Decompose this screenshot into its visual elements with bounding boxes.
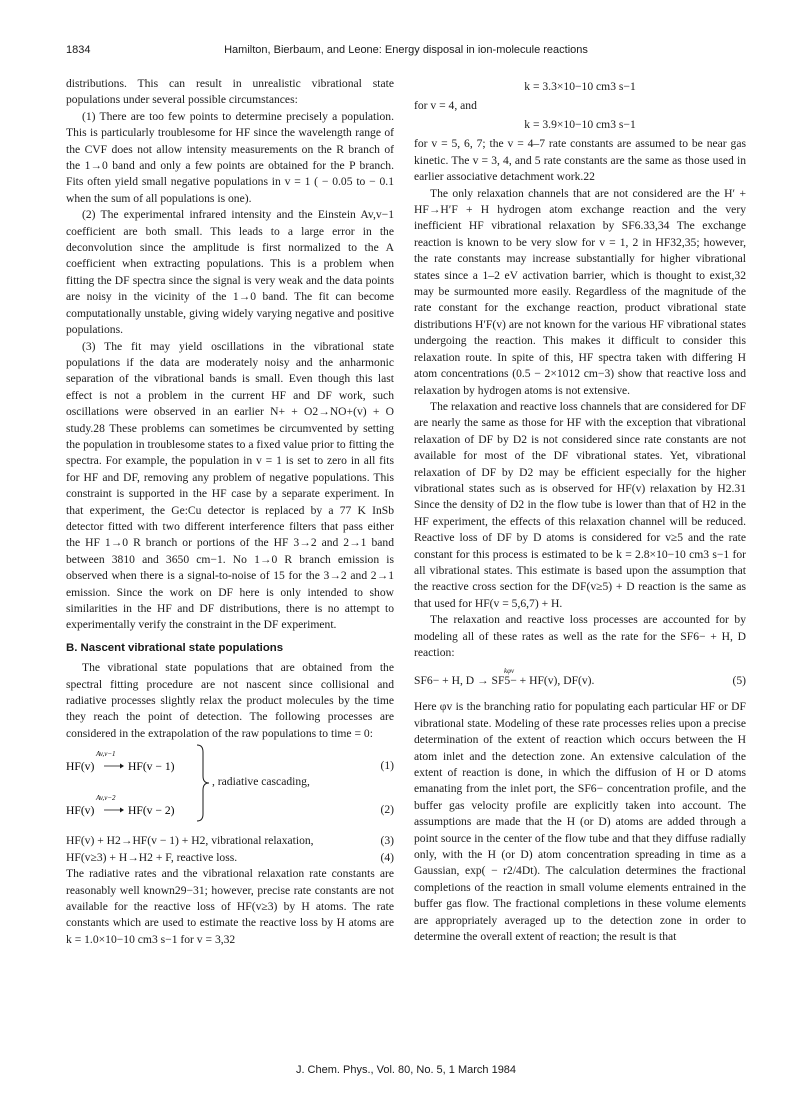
equation-1 <box>66 748 194 774</box>
paragraph: The relaxation and reactive loss channels that are considered for DF are nearly the same as those for HF with the exception that vibrational relaxation of DF by D2 is not considered since rate constants are not available for most of the DF vibrational states. Yet, vibrational relaxation of DF by D2 may be efficient especially for the higher vibrational states such as is observed for HF(v) relaxation by H2.31 Since the density of D2 in the flow tube is lower than that of H2 in the HF experiment, the effects of this relaxation channel will be reduced. Reactive loss of DF by D atoms is considered for v≥5 and the rate constant for this process is estimated to be k = 2.8×10−10 cm3 s−1 for all vibrational states. This estimate is based upon the assumption that the reactive cross section for the DF(v≥5) + D reaction is the same as that used for HF(v = 5,6,7) + H. <box>414 399 746 610</box>
cascade-label: , radiative cascading, <box>212 775 310 789</box>
equation-5 <box>414 663 746 693</box>
page-header <box>66 44 746 60</box>
page-number: 1834 <box>66 44 91 56</box>
paragraph: (1) There are too few points to determine precisely a population. This is particularly troublesome for HF since the wavelength range of the CVF does not allow intensity measurements on the R branch of the 1→0 band and only a few points are obtained for the P branch. Fits often yield small negative populations in v = 1 ( − 0.05 to − 0.1 when the sum of all populations is one). <box>66 109 394 205</box>
arrow-head-icon <box>120 808 124 813</box>
right-column <box>414 76 746 946</box>
equation-number: (1) <box>380 759 394 773</box>
section-heading: B. Nascent vibrational state populations <box>66 641 284 654</box>
paragraph: distributions. This can result in unrealistic vibrational state populations under several possible circumstances: <box>66 77 394 107</box>
rate-constant-equation: k = 3.9×10−10 cm3 s−1 <box>524 118 636 132</box>
equation-1-rhs: HF(v − 1) <box>128 760 175 774</box>
equation-2-rhs: HF(v − 2) <box>128 804 175 818</box>
equation-number: (2) <box>380 803 394 817</box>
equation-number: (5) <box>732 674 746 688</box>
paragraph: The only relaxation channels that are not considered are the H′ + HF→H′F + H hydrogen atom exchange reaction and the very inefficient HF vibrational relaxation by SF6.33,34 The exchange reaction is known to be very slow for v = 1, 2 in HF32,35; however, the rate constants may increase substantially for higher vibrational states since a 1–2 eV activation barrier, which is thought to exist,32 may be surmounted more easily. Regardless of the magnitude of the rate constant for the exchange reaction, product vibrational state distributions H′F(v) are not known for the various HF vibrational states undergoing the reaction. This makes it difficult to consider this relaxation route. In spite of this, HF spectra taken with differing H atom concentrations (0.5 − 2×1012 cm−3) show that reactive loss and relaxation by hydrogen atoms is not extensive. <box>414 186 746 397</box>
equation-2-coefficient: Av,v−2 <box>96 794 116 803</box>
paragraph: Here φv is the branching ratio for populating each particular HF or DF vibrational state. Modeling of these rate processes relies upon a precise determination of the extent of reaction which occurs between the H atom inlet and the detection zone. An extensive calculation of the extent of reaction is done, in which the diffusion of H or D atoms emanating from the inlet port, the SF6− concentration profile, and the buffer gas velocity profile are explicitly taken into account. The assumptions are made that the H (or D) atoms are added through a point source in the center of the flow tube and that they diffuse radially only, with the H (or D) atom concentration spreading in time as a Gaussian, exp( − r2/4Dt). The calculation determines the fractional completions of the reaction in small volume elements entrained in the buffer gas flow. The fractional completions in these volume elements are appropriately averaged up to the detection zone in order to determine the overall extent of reaction; the result is that <box>414 700 746 944</box>
equation-4 <box>66 849 394 866</box>
equation-2 <box>66 792 194 818</box>
right-brace-icon <box>196 744 210 822</box>
paragraph: The vibrational state populations that are obtained from the spectral fitting procedure are not nascent since collisional and radiative processes slightly relax the product molecules by the time they reach the point of detection. The following processes are considered in the extrapolation of the raw populations to time = 0: <box>66 661 394 740</box>
equation-text: SF6− + H, D → SF5− + HF(v), DF(v). <box>414 674 595 688</box>
equation-block-radiative-cascading <box>66 744 394 830</box>
running-title: Hamilton, Bierbaum, and Leone: Energy disposal in ion-molecule reactions <box>224 44 588 56</box>
paragraph: The radiative rates and the vibrational relaxation rate constants are reasonably well known29−31; however, precise rate constants are not available for the reactive loss of HF(v≥3) by H atoms. The rate constants which are used to estimate the reactive loss by H atoms are k = 1.0×10−10 cm3 s−1 for v = 3,32 <box>66 867 394 946</box>
equation-text: HF(v) + H2→HF(v − 1) + H2, vibrational relaxation, <box>66 834 314 848</box>
equation-number: (3) <box>380 834 394 848</box>
equation-1-coefficient: Av,v−1 <box>96 750 116 759</box>
equation-3 <box>66 832 394 849</box>
arrow-head-icon <box>120 764 124 769</box>
equation-2-lhs: HF(v) <box>66 804 95 818</box>
left-column <box>66 76 394 948</box>
journal-footer: J. Chem. Phys., Vol. 80, No. 5, 1 March 1984 <box>295 1064 517 1076</box>
equation-text: HF(v≥3) + H→H2 + F, reactive loss. <box>66 851 238 865</box>
paragraph: for v = 5, 6, 7; the v = 4–7 rate constants are assumed to be near gas kinetic. The v = 3, 4, and 5 rate constants are the same as those used in earlier associative detachment work.22 <box>414 137 746 184</box>
paragraph: (3) The fit may yield oscillations in the vibrational state populations if the data are moderately noisy and the anharmonic separation of the vibrational bands is small. Even though this last effect is not a problem in the current HF and DF work, such oscillations were observed in an earlier N+ + O2→NO+(v) + O study.28 These problems can sometimes be circumvented by setting the population in troublesome states to a fixed value prior to fitting the spectra. For example, the population in v = 1 is set to zero in all fits for HF and DF, removing any problem of negative populations. This constraint is supported in the HF case by a separate experiment. In that experiment, the Ge:Cu detector is replaced by a 77 K InSb detector fitted with two different interference filters that pass either the HF 1→0 R branch or portions of the HF 3→2 and 2→1 band between 3810 and 3650 cm−1. No 1→0 R branch emission is observed when there is a signal-to-noise of 15 for the 3→2 and 2→1 emission. Since the work on DF here is only intended to show similarities in the HF and DF distributions, there is no attempt to experimentally verify the constraint in the DF experiment. <box>66 339 394 632</box>
equation-5-rate-label: kφv <box>504 667 515 676</box>
paragraph: The relaxation and reactive loss processes are accounted for by modeling all of these rates as well as the rate for the SF6− + H, D reaction: <box>414 613 746 659</box>
paragraph: for v = 4, and <box>414 99 477 112</box>
paragraph: (2) The experimental infrared intensity and the Einstein Av,v−1 coefficient are both small. This leads to a large error in the deconvolution since the amplitude is first normalized to the A coefficient when extracting populations. This is a problem when fitting the DF spectra since the signal is very weak and the data points are noisy in the vicinity of the 1→0 band. The fit can become computationally unstable, giving widely varying negative and positive populations. <box>66 208 394 337</box>
rate-constant-equation: k = 3.3×10−10 cm3 s−1 <box>524 80 636 93</box>
equation-number: (4) <box>380 851 394 865</box>
equation-1-lhs: HF(v) <box>66 760 95 774</box>
